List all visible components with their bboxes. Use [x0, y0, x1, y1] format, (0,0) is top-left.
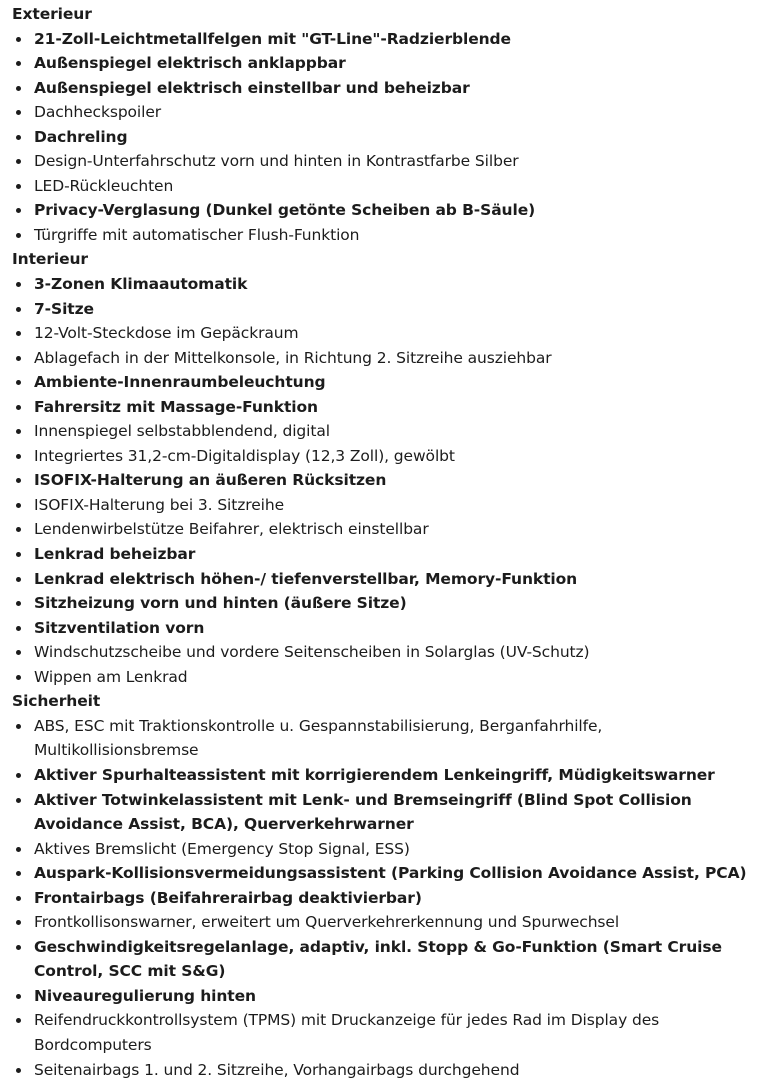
- section-sicherheit: [12, 689, 754, 1082]
- list-item: 3-Zonen Klimaautomatik: [12, 272, 754, 297]
- list-item: Windschutzscheibe und vordere Seitenscheiben in Solarglas (UV-Schutz): [12, 640, 754, 665]
- section-interieur: [12, 247, 754, 689]
- section-exterieur: [12, 2, 754, 247]
- list-item: 21-Zoll-Leichtmetallfelgen mit "GT-Line"-Radzierblende: [12, 27, 754, 52]
- list-item: Frontkollisonswarner, erweitert um Querverkehrerkennung und Spurwechsel: [12, 910, 754, 935]
- list-item: Ablagefach in der Mittelkonsole, in Richtung 2. Sitzreihe ausziehbar: [12, 346, 754, 371]
- list-item: Dachheckspoiler: [12, 100, 754, 125]
- list-item: Sitzheizung vorn und hinten (äußere Sitze): [12, 591, 754, 616]
- list-item: ISOFIX-Halterung bei 3. Sitzreihe: [12, 493, 754, 518]
- section-title-interieur: Interieur: [12, 250, 88, 269]
- list-item: Seitenairbags 1. und 2. Sitzreihe, Vorhangairbags durchgehend: [12, 1058, 754, 1082]
- list-item: Dachreling: [12, 125, 754, 150]
- list-item: Aktives Bremslicht (Emergency Stop Signal, ESS): [12, 837, 754, 862]
- list-item: Ambiente-Innenraumbeleuchtung: [12, 370, 754, 395]
- list-item: Design-Unterfahrschutz vorn und hinten in Kontrastfarbe Silber: [12, 149, 754, 174]
- section-title-sicherheit: Sicherheit: [12, 692, 101, 711]
- list-item: Lenkrad elektrisch höhen-/ tiefenverstellbar, Memory-Funktion: [12, 567, 754, 592]
- list-item: Geschwindigkeitsregelanlage, adaptiv, inkl. Stopp & Go-Funktion (Smart Cruise Control, SCC mit S&G): [12, 935, 754, 984]
- list-item: ABS, ESC mit Traktionskontrolle u. Gespannstabilisierung, Berganfahrhilfe, Multikollisionsbremse: [12, 714, 754, 763]
- list-item: 7-Sitze: [12, 297, 754, 322]
- list-item: Wippen am Lenkrad: [12, 665, 754, 690]
- list-item: Aktiver Spurhalteassistent mit korrigierendem Lenkeingriff, Müdigkeitswarner: [12, 763, 754, 788]
- list-item: Reifendruckkontrollsystem (TPMS) mit Druckanzeige für jedes Rad im Display des Bordcomputers: [12, 1008, 754, 1057]
- list-item: Außenspiegel elektrisch anklappbar: [12, 51, 754, 76]
- feature-list-sicherheit: [12, 714, 754, 1082]
- list-item: Auspark-Kollisionsvermeidungsassistent (Parking Collision Avoidance Assist, PCA): [12, 861, 754, 886]
- list-item: ISOFIX-Halterung an äußeren Rücksitzen: [12, 468, 754, 493]
- list-item: Frontairbags (Beifahrerairbag deaktivierbar): [12, 886, 754, 911]
- list-item: Niveauregulierung hinten: [12, 984, 754, 1009]
- feature-list-interieur: [12, 272, 754, 689]
- list-item: 12-Volt-Steckdose im Gepäckraum: [12, 321, 754, 346]
- list-item: Aktiver Totwinkelassistent mit Lenk- und Bremseingriff (Blind Spot Collision Avoidance Assist, BCA), Querverkehrwarner: [12, 788, 754, 837]
- list-item: Innenspiegel selbstabblendend, digital: [12, 419, 754, 444]
- list-item: Außenspiegel elektrisch einstellbar und beheizbar: [12, 76, 754, 101]
- list-item: Türgriffe mit automatischer Flush-Funktion: [12, 223, 754, 248]
- section-title-exterieur: Exterieur: [12, 5, 92, 23]
- list-item: Sitzventilation vorn: [12, 616, 754, 641]
- list-item: LED-Rückleuchten: [12, 174, 754, 199]
- feature-list-exterieur: [12, 27, 754, 248]
- list-item: Privacy-Verglasung (Dunkel getönte Scheiben ab B-Säule): [12, 198, 754, 223]
- list-item: Lendenwirbelstütze Beifahrer, elektrisch einstellbar: [12, 517, 754, 542]
- list-item: Fahrersitz mit Massage-Funktion: [12, 395, 754, 420]
- list-item: Lenkrad beheizbar: [12, 542, 754, 567]
- list-item: Integriertes 31,2-cm-Digitaldisplay (12,3 Zoll), gewölbt: [12, 444, 754, 469]
